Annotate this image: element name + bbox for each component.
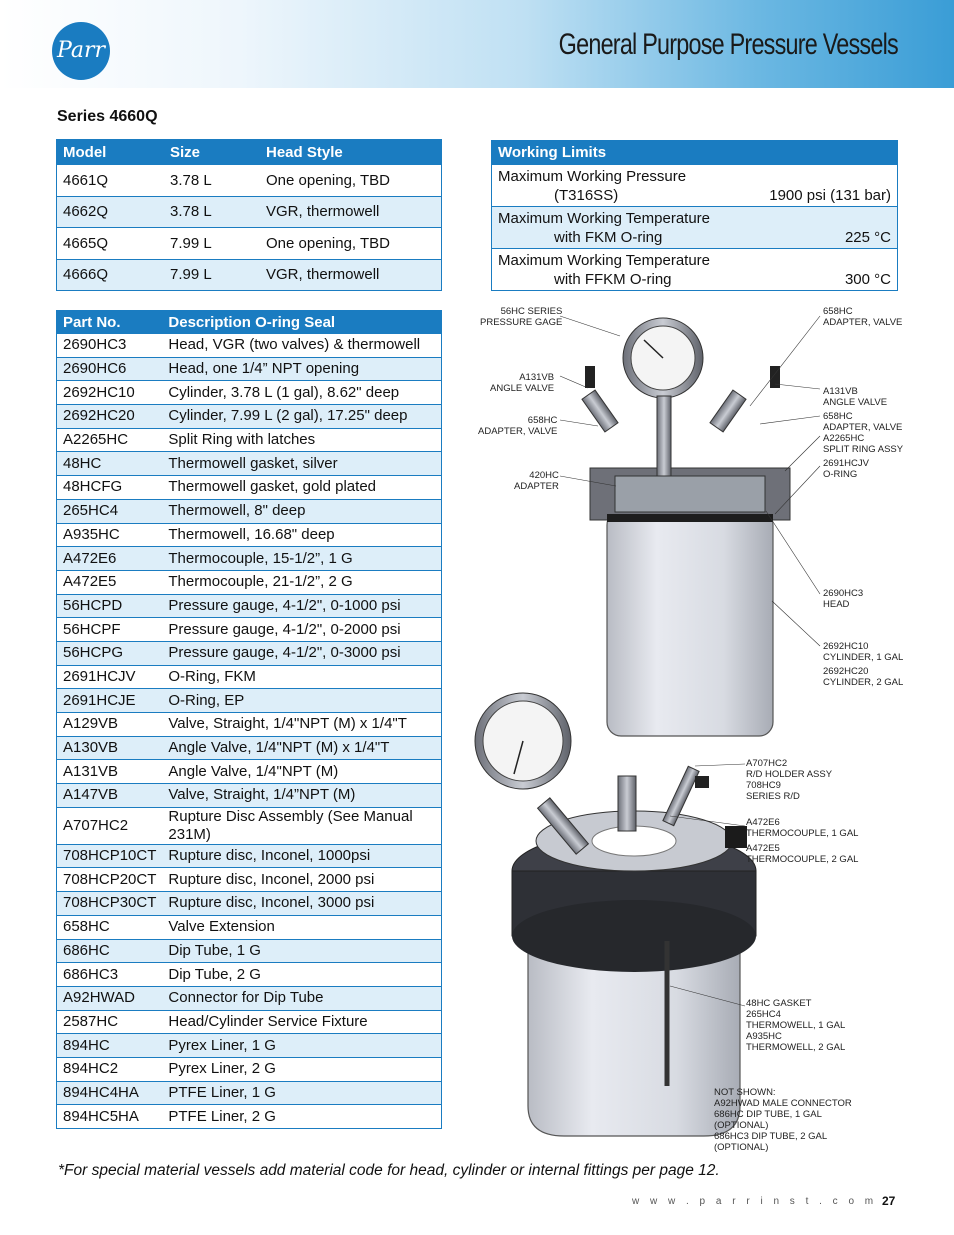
part-row [57,1034,442,1058]
size-cell: 7.99 L [164,228,260,260]
part-description-cell: Head/Cylinder Service Fixture [162,1010,441,1034]
website-url: w w w . p a r r i n s t . c o m [632,1196,878,1207]
part-description-cell: Valve, Straight, 1/4”NPT (M) [162,784,441,808]
limit-value: 225 °C [844,228,891,246]
part-number-cell: A129VB [57,713,163,737]
part-row [57,428,442,452]
part-row [57,381,442,405]
part-number-cell: 2587HC [57,1010,163,1034]
limit-label-cell [492,249,898,291]
part-description-cell: Pressure gauge, 4-1/2", 0-1000 psi [162,594,441,618]
part-number-cell: 2692HC20 [57,405,163,429]
part-row [57,760,442,784]
part-description-cell: Thermowell, 16.68" deep [162,523,441,547]
part-row [57,868,442,892]
head-style-cell: One opening, TBD [260,228,442,260]
part-description-cell: Dip Tube, 2 G [162,963,441,987]
part-description-cell: Split Ring with latches [162,428,441,452]
callout-cylinder-1gal: 2692HC10 CYLINDER, 1 GAL [823,641,904,663]
working-limits-header: Working Limits [492,141,898,165]
part-number-cell: 2691HCJE [57,689,163,713]
part-description-cell: PTFE Liner, 2 G [162,1105,441,1129]
part-row [57,713,442,737]
part-description-cell: Rupture disc, Inconel, 3000 psi [162,892,441,916]
part-row [57,618,442,642]
part-row [57,986,442,1010]
part-row [57,641,442,665]
size-cell: 7.99 L [164,259,260,291]
page-number: 27 [882,1194,896,1208]
part-row [57,665,442,689]
part-description-cell: Thermowell gasket, gold plated [162,476,441,500]
part-description-cell: Connector for Dip Tube [162,986,441,1010]
limit-value: 300 °C [844,270,891,288]
callout-cylinder-2gal: 2692HC20 CYLINDER, 2 GAL [823,666,904,688]
head-style-header: Head Style [260,140,442,165]
limit-sublabel: (T316SS) [554,186,619,204]
part-number-cell: 894HC4HA [57,1081,163,1105]
size-header: Size [164,140,260,165]
part-row [57,452,442,476]
limit-sublabel: with FFKM O-ring [554,270,672,288]
limit-label-cell [492,165,898,207]
part-number-cell: 708HCP10CT [57,844,163,868]
part-row [57,547,442,571]
part-row [57,594,442,618]
model-row [57,228,442,260]
limit-row [492,207,898,249]
callout-not-shown: NOT SHOWN: A92HWAD MALE CONNECTOR 686HC DIP TUBE, 1 GAL (OPTIONAL) 686HC3 DIP TUBE, 2 GAL (OPTIONAL) [714,1087,852,1153]
model-row [57,196,442,228]
part-number-cell: 658HC [57,915,163,939]
callout-pressure-gage: 56HC SERIES PRESSURE GAGE [480,306,563,328]
part-description-cell: Rupture disc, Inconel, 1000psi [162,844,441,868]
part-description-cell: Thermowell gasket, silver [162,452,441,476]
part-description-cell: Pressure gauge, 4-1/2", 0-3000 psi [162,641,441,665]
parr-logo: Parr [52,22,110,80]
part-row [57,357,442,381]
part-description-cell: Pyrex Liner, 2 G [162,1057,441,1081]
part-number-cell: 56HCPD [57,594,163,618]
callout-thermocouple-1gal: A472E6 THERMOCOUPLE, 1 GAL [746,817,859,839]
part-number-cell: 894HC [57,1034,163,1058]
part-description-cell: Pyrex Liner, 1 G [162,1034,441,1058]
callout-420hc-adapter: 420HC ADAPTER [514,470,559,492]
size-cell: 3.78 L [164,196,260,228]
part-number-cell: 708HCP30CT [57,892,163,916]
part-number-cell: 56HCPF [57,618,163,642]
limit-label-cell [492,207,898,249]
part-number-cell: 708HCP20CT [57,868,163,892]
parts-table [56,310,442,1129]
part-number-cell: 2690HC3 [57,334,163,358]
part-row [57,784,442,808]
part-description-cell: Thermocouple, 21-1/2”, 2 G [162,570,441,594]
part-description-cell: Angle Valve, 1/4"NPT (M) x 1/4"T [162,736,441,760]
part-number-cell: 48HCFG [57,476,163,500]
part-row [57,476,442,500]
part-description-cell: Pressure gauge, 4-1/2", 0-2000 psi [162,618,441,642]
part-number-cell: A472E5 [57,570,163,594]
part-number-cell: A130VB [57,736,163,760]
size-cell: 3.78 L [164,165,260,197]
limit-row [492,249,898,291]
callout-head: 2690HC3 HEAD [823,588,864,610]
limit-label: Maximum Working Temperature [498,209,711,227]
description-header: Description O-ring Seal [162,311,441,334]
part-row [57,1105,442,1129]
callout-gasket-thermowell: 48HC GASKET 265HC4 THERMOWELL, 1 GAL A935HC THERMOWELL, 2 GAL [746,998,846,1053]
part-row [57,1010,442,1034]
limit-label: Maximum Working Temperature [498,251,711,269]
part-description-cell: Head, VGR (two valves) & thermowell [162,334,441,358]
callout-split-ring: A2265HC SPLIT RING ASSY [823,433,904,455]
part-row [57,892,442,916]
part-number-cell: 265HC4 [57,499,163,523]
part-number-cell: 2692HC10 [57,381,163,405]
part-row [57,963,442,987]
part-description-cell: O-Ring, EP [162,689,441,713]
callout-thermocouple-2gal: A472E5 THERMOCOUPLE, 2 GAL [746,843,859,865]
part-description-cell: Thermocouple, 15-1/2”, 1 G [162,547,441,571]
head-style-cell: VGR, thermowell [260,259,442,291]
part-row [57,1057,442,1081]
part-description-cell: Valve Extension [162,915,441,939]
part-number-cell: A707HC2 [57,807,163,844]
part-description-cell: Head, one 1/4” NPT opening [162,357,441,381]
part-no-header: Part No. [57,311,163,334]
head-style-cell: One opening, TBD [260,165,442,197]
part-number-cell: 2691HCJV [57,665,163,689]
part-row [57,844,442,868]
part-description-cell: Cylinder, 7.99 L (2 gal), 17.25" deep [162,405,441,429]
part-row [57,1081,442,1105]
callout-oring: 2691HCJV O-RING [823,458,869,480]
working-limits-table [491,140,898,291]
part-description-cell: Thermowell, 8" deep [162,499,441,523]
page-title: General Purpose Pressure Vessels [558,28,898,61]
page-header [0,0,954,88]
part-description-cell: Angle Valve, 1/4"NPT (M) [162,760,441,784]
limit-sublabel: with FKM O-ring [554,228,663,246]
model-row [57,165,442,197]
callout-adapter-valve-left: 658HC ADAPTER, VALVE [478,415,558,437]
part-row [57,405,442,429]
model-table [56,139,442,291]
model-cell: 4666Q [57,259,165,291]
part-number-cell: 894HC5HA [57,1105,163,1129]
part-number-cell: 56HCPG [57,641,163,665]
part-row [57,939,442,963]
part-number-cell: 686HC3 [57,963,163,987]
part-description-cell: Rupture disc, Inconel, 2000 psi [162,868,441,892]
callout-adapter-valve-right: 658HC ADAPTER, VALVE [823,411,903,433]
part-description-cell: Rupture Disc Assembly (See Manual 231M) [162,807,441,844]
part-number-cell: A2265HC [57,428,163,452]
part-number-cell: A92HWAD [57,986,163,1010]
limit-row [492,165,898,207]
part-description-cell: Valve, Straight, 1/4"NPT (M) x 1/4"T [162,713,441,737]
model-header: Model [57,140,165,165]
callout-angle-valve-right: A131VB ANGLE VALVE [823,386,888,408]
part-row [57,334,442,358]
part-row [57,570,442,594]
part-row [57,523,442,547]
limit-value: 1900 psi (131 bar) [769,186,891,204]
footnote: *For special material vessels add material code for head, cylinder or internal fittings per page 12. [58,1162,720,1179]
model-cell: 4661Q [57,165,165,197]
part-description-cell: O-Ring, FKM [162,665,441,689]
model-cell: 4662Q [57,196,165,228]
callout-adapter-valve-top-right: 658HC ADAPTER, VALVE [823,306,903,328]
part-number-cell: A131VB [57,760,163,784]
part-row [57,689,442,713]
part-number-cell: 894HC2 [57,1057,163,1081]
part-description-cell: Dip Tube, 1 G [162,939,441,963]
part-number-cell: A147VB [57,784,163,808]
limit-label: Maximum Working Pressure [498,167,687,185]
part-number-cell: 686HC [57,939,163,963]
part-number-cell: A472E6 [57,547,163,571]
part-number-cell: 48HC [57,452,163,476]
part-row [57,736,442,760]
callout-rd-holder: A707HC2 R/D HOLDER ASSY 708HC9 SERIES R/D [746,758,833,802]
head-style-cell: VGR, thermowell [260,196,442,228]
part-number-cell: 2690HC6 [57,357,163,381]
part-description-cell: Cylinder, 3.78 L (1 gal), 8.62" deep [162,381,441,405]
series-title: Series 4660Q [57,108,158,125]
part-description-cell: PTFE Liner, 1 G [162,1081,441,1105]
part-row [57,499,442,523]
part-number-cell: A935HC [57,523,163,547]
model-cell: 4665Q [57,228,165,260]
part-row [57,807,442,844]
callout-angle-valve-left: A131VB ANGLE VALVE [490,372,555,394]
part-row [57,915,442,939]
model-row [57,259,442,291]
